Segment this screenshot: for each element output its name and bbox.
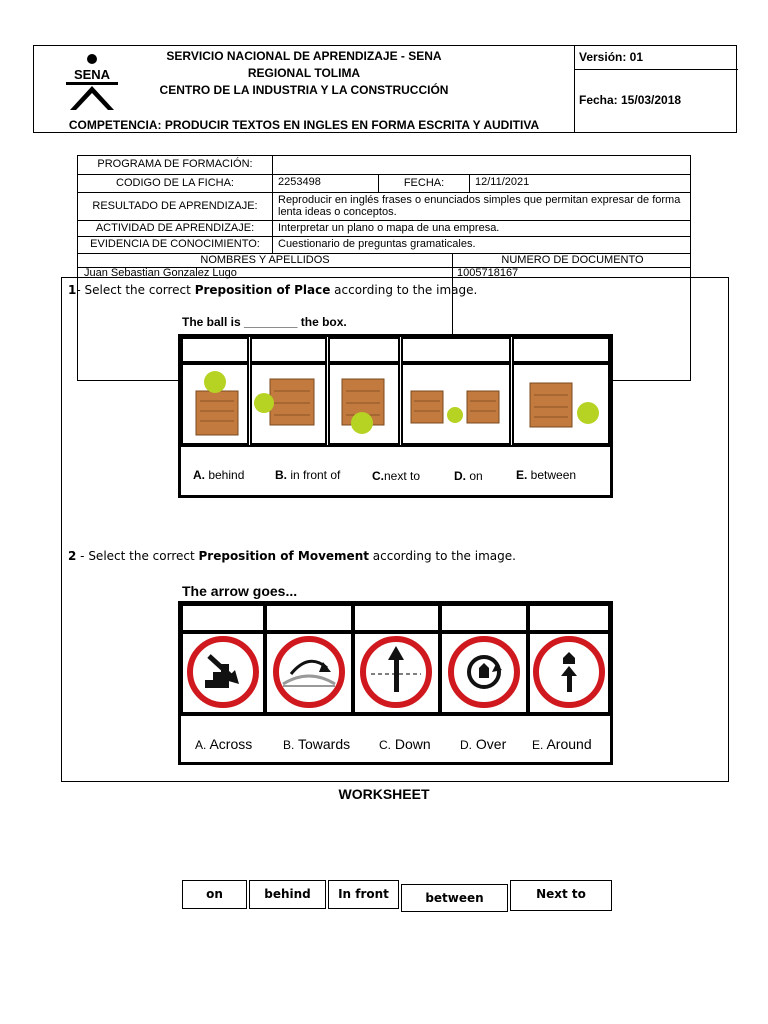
info-row-actividad bbox=[78, 221, 690, 237]
word-bank-next-to: Next to bbox=[510, 880, 612, 911]
q2-sign-a bbox=[181, 632, 265, 714]
header-line-2: REGIONAL TOLIMA bbox=[247, 66, 361, 80]
info-row-evidencia bbox=[78, 237, 690, 254]
actividad-value: Interpretar un plano o mapa de una empresa. bbox=[278, 222, 500, 234]
q1-option-a: A. behind bbox=[193, 468, 245, 482]
worksheet-title: WORKSHEET bbox=[338, 786, 430, 802]
q2-sign-d bbox=[440, 632, 528, 714]
q2-sentence: The arrow goes... bbox=[182, 583, 298, 599]
actividad-label: ACTIVIDAD DE APRENDIZAJE: bbox=[78, 221, 273, 236]
codigo-label: CODIGO DE LA FICHA: bbox=[78, 175, 273, 192]
resultado-label: RESULTADO DE APRENDIZAJE: bbox=[78, 193, 273, 220]
q2-option-e: E. Around bbox=[532, 736, 592, 752]
word-bank-behind: behind bbox=[249, 880, 326, 909]
q1-title: 1- Select the correct Preposition of Place according to the image. bbox=[68, 283, 478, 297]
q1-option-d: D. on bbox=[454, 469, 483, 483]
document-header bbox=[33, 45, 737, 133]
header-fecha: Fecha: 15/03/2018 bbox=[579, 93, 682, 107]
q1-image-e bbox=[512, 363, 610, 445]
documento-value: 1005718167 bbox=[457, 267, 519, 279]
q2-title: 2 - Select the correct Preposition of Movement according to the image. bbox=[68, 549, 516, 563]
header-line-1: SERVICIO NACIONAL DE APRENDIZAJE - SENA bbox=[166, 49, 442, 63]
q2-option-c: C. Down bbox=[379, 736, 431, 752]
q1-image-b bbox=[250, 363, 327, 445]
word-bank-in-front: In front bbox=[328, 880, 399, 909]
word-bank-on: on bbox=[182, 880, 247, 909]
q2-sign-c bbox=[353, 632, 440, 714]
nombres-label: NOMBRES Y APELLIDOS bbox=[200, 254, 330, 266]
q1-image-c bbox=[328, 363, 400, 445]
evidencia-value: Cuestionario de preguntas gramaticales. bbox=[278, 238, 476, 250]
fecha-value: 12/11/2021 bbox=[475, 176, 530, 188]
q1-option-e: E. between bbox=[516, 468, 577, 482]
header-version: Versión: 01 bbox=[579, 50, 644, 64]
q2-sign-e bbox=[528, 632, 610, 714]
programa-label: PROGRAMA DE FORMACIÓN: bbox=[78, 156, 273, 174]
q1-image-a bbox=[181, 363, 249, 445]
fecha-label: FECHA: bbox=[403, 177, 445, 189]
q1-image-d bbox=[401, 363, 511, 445]
header-line-3: CENTRO DE LA INDUSTRIA Y LA CONSTRUCCIÓN bbox=[159, 83, 449, 97]
codigo-value: 2253498 bbox=[278, 176, 321, 188]
info-row-programa bbox=[78, 156, 690, 175]
q2-sign-b bbox=[265, 632, 353, 714]
q2-option-a: A. Across bbox=[195, 736, 253, 752]
q1-image-grid bbox=[178, 334, 613, 498]
info-row-nombres bbox=[78, 254, 690, 268]
q1-option-b: B. in front of bbox=[275, 468, 341, 482]
resultado-value: Reproducir en inglés frases o enunciados simples que permitan expresar de forma lenta ideas o conceptos. bbox=[278, 194, 681, 218]
q2-option-b: B. Towards bbox=[283, 736, 351, 752]
nombres-value: Juan Sebastian Gonzalez Lugo bbox=[84, 267, 237, 279]
info-row-resultado bbox=[78, 193, 690, 221]
logo-text: SENA bbox=[73, 67, 111, 82]
word-bank-between: between bbox=[401, 884, 508, 912]
info-row-codigo bbox=[78, 175, 690, 193]
evidencia-label: EVIDENCIA DE CONOCIMIENTO: bbox=[78, 237, 273, 253]
q1-sentence: The ball is ________ the box. bbox=[182, 315, 347, 329]
header-competencia: COMPETENCIA: PRODUCIR TEXTOS EN INGLES EN FORMA ESCRITA Y AUDITIVA bbox=[68, 118, 540, 132]
documento-label: NUMERO DE DOCUMENTO bbox=[501, 254, 644, 266]
q1-option-c: C.next to bbox=[372, 469, 421, 483]
q2-image-grid bbox=[178, 601, 613, 765]
q2-option-d: D. Over bbox=[460, 736, 507, 752]
